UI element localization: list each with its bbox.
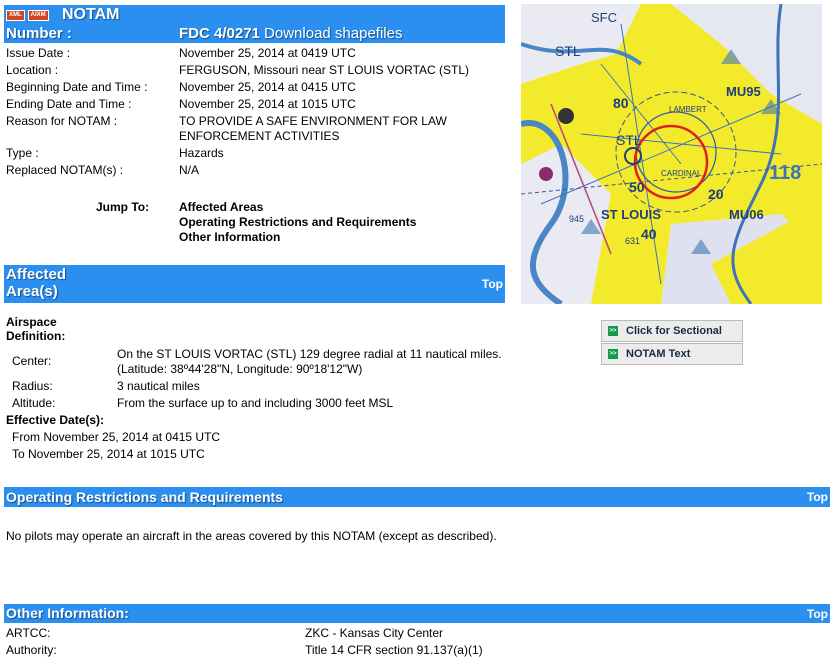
artcc-label: ARTCC: [6, 626, 51, 640]
end-date-label: Ending Date and Time : [6, 97, 132, 111]
type-value: Hazards [179, 146, 224, 160]
map-label-40: 40 [641, 226, 657, 242]
map-label-631: 631 [625, 236, 641, 246]
begin-date-label: Beginning Date and Time : [6, 80, 148, 94]
authority-value: Title 14 CFR section 91.137(a)(1) [305, 643, 483, 657]
operating-restrictions-title: Operating Restrictions and Requirements [6, 489, 283, 505]
airspace-definition-label: Airspace Definition: [6, 315, 66, 343]
aixm-badge[interactable]: AIXM [28, 10, 49, 21]
jump-to-label: Jump To: [96, 200, 150, 214]
map-label-118: 118 [769, 162, 802, 184]
other-information-title: Other Information: [6, 605, 129, 621]
altitude-label: Altitude: [12, 396, 56, 410]
affected-areas-bar [4, 265, 505, 303]
replaced-label: Replaced NOTAM(s) : [6, 163, 124, 177]
jump-operating-restrictions[interactable]: Operating Restrictions and Requirements [179, 215, 417, 229]
operating-restrictions-text: No pilots may operate an aircraft in the areas covered by this NOTAM (except as described). [6, 529, 497, 543]
altitude-value: From the surface up to and including 3000 feet MSL [117, 396, 394, 410]
radius-value: 3 nautical miles [117, 379, 200, 393]
number-label: Number : [6, 25, 72, 42]
notam-number-value: FDC 4/0271 [179, 25, 260, 42]
map-label-st-louis: ST LOUIS [601, 207, 661, 222]
format-badges [6, 8, 52, 22]
sectional-button-label: Click for Sectional [626, 325, 722, 337]
xml-badge[interactable]: XML [6, 10, 25, 21]
other-information-bar [4, 604, 830, 623]
map-label-mu95: MU95 [726, 84, 761, 99]
location-value: FERGUSON, Missouri near ST LOUIS VORTAC (STL) [179, 63, 470, 77]
map-label-lambert: LAMBERT [669, 105, 707, 114]
operating-top-link[interactable]: Top [806, 490, 828, 504]
type-label: Type : [6, 146, 39, 160]
click-for-sectional-button[interactable] [601, 320, 743, 342]
artcc-value: ZKC - Kansas City Center [305, 626, 444, 640]
other-top-link[interactable]: Top [806, 607, 828, 621]
notam-title: NOTAM [62, 6, 120, 23]
map-label-mu06: MU06 [729, 207, 764, 222]
radius-label: Radius: [12, 379, 53, 393]
notam-number [179, 25, 402, 42]
arrow-icon: >> [609, 328, 617, 334]
map-label-sfc: SFC [591, 10, 617, 25]
map-label-945: 945 [569, 214, 585, 224]
map-label-80: 80 [613, 95, 629, 111]
map-label-stl: STL [555, 43, 581, 59]
begin-date-value: November 25, 2014 at 0415 UTC [179, 80, 356, 94]
effective-from: From November 25, 2014 at 0415 UTC [12, 430, 221, 444]
operating-restrictions-bar [4, 487, 830, 507]
arrow-icon: >> [609, 351, 617, 357]
replaced-value: N/A [179, 163, 200, 177]
authority-label: Authority: [6, 643, 57, 657]
effective-dates-label: Effective Date(s): [6, 413, 105, 427]
notam-text-button-label: NOTAM Text [626, 348, 691, 360]
affected-title-line2: Area(s) [6, 283, 58, 300]
affected-areas-title [6, 266, 66, 300]
center-value: On the ST LOUIS VORTAC (STL) 129 degree radial at 11 nautical miles. (Latitude: 38º44'28"N, Longitude: 90º18'12"W) [117, 347, 502, 376]
end-date-value: November 25, 2014 at 1015 UTC [179, 97, 356, 111]
reason-value: TO PROVIDE A SAFE ENVIRONMENT FOR LAW ENFORCEMENT ACTIVITIES [179, 114, 447, 143]
issue-date-label: Issue Date : [6, 46, 71, 60]
center-label: Center: [12, 354, 52, 368]
location-label: Location : [6, 63, 59, 77]
map-label-20: 20 [708, 186, 724, 202]
download-shapefiles-link[interactable]: Download shapefiles [264, 25, 403, 42]
effective-to: To November 25, 2014 at 1015 UTC [12, 447, 205, 461]
jump-affected-areas[interactable]: Affected Areas [179, 200, 264, 214]
map-label-cardinal: CARDINAL [661, 169, 702, 178]
map-label-stl-vortac: STL [616, 132, 642, 148]
issue-date-value: November 25, 2014 at 0419 UTC [179, 46, 356, 60]
notam-header-bar [4, 5, 505, 43]
affected-top-link[interactable]: Top [481, 277, 503, 291]
affected-title-line1: Affected [6, 266, 67, 283]
sectional-chart-image [521, 4, 822, 304]
jump-other-information[interactable]: Other Information [179, 230, 281, 244]
map-label-50: 50 [629, 179, 645, 195]
notam-text-button[interactable] [601, 343, 743, 365]
sectional-map[interactable] [521, 4, 822, 304]
reason-label: Reason for NOTAM : [6, 114, 118, 128]
